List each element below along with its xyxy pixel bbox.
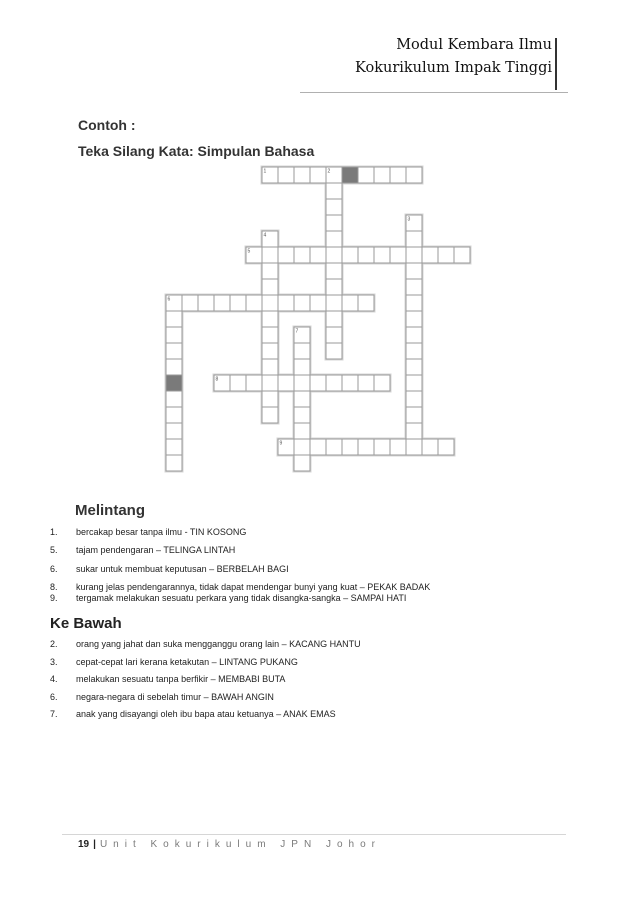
clue-text: cepat-cepat lari kerana ketakutan – LINTANG PUKANG [76,657,298,667]
clue-number-marker: 1 [263,168,267,175]
crossword-cell [326,199,342,215]
crossword-cell [262,375,278,391]
crossword-block-cell [166,375,182,391]
page-number: 19 [78,839,90,850]
crossword-block-cell [342,167,358,183]
crossword-cell [166,407,182,423]
across-clue-item [50,545,235,555]
crossword-cell [310,247,326,263]
crossword-cell [406,439,422,455]
crossword-cell [278,295,294,311]
crossword-cell [406,391,422,407]
crossword-cell [262,279,278,295]
crossword-cell [262,343,278,359]
down-clue-item [50,639,361,649]
crossword-cell [278,247,294,263]
crossword-cell [406,279,422,295]
clue-number-marker: 3 [407,216,411,223]
down-clue-item [50,657,298,667]
clue-number: 5. [50,545,58,555]
crossword-cell [438,247,454,263]
clue-text: tergamak melakukan sesuatu perkara yang tidak disangka-sangka – SAMPAI HATI [76,593,407,603]
crossword-cell [278,375,294,391]
crossword-cell [326,295,342,311]
crossword-cell [406,359,422,375]
crossword-cell [294,439,310,455]
crossword-cell [166,439,182,455]
crossword-cell [246,375,262,391]
clue-number-marker: 4 [263,232,267,239]
crossword-cell [406,247,422,263]
puzzle-title: Teka Silang Kata: Simpulan Bahasa [78,143,315,159]
crossword-cell [294,167,310,183]
clue-number: 3. [50,657,58,667]
crossword-cell [262,247,278,263]
crossword-cell [326,183,342,199]
crossword-cell [342,439,358,455]
header-title-line2: Kokurikulum Impak Tinggi [355,60,552,76]
header-title-line1: Modul Kembara Ilmu [396,37,552,53]
crossword-cell [310,295,326,311]
crossword-cell [326,247,342,263]
crossword-cell [342,247,358,263]
clue-number: 6. [50,692,58,702]
example-label: Contoh : [78,117,136,133]
crossword-cell [262,391,278,407]
crossword-cell [326,439,342,455]
clue-text: bercakap besar tanpa ilmu - TIN KOSONG [76,527,247,537]
clue-number: 8. [50,582,58,592]
crossword-cell [262,263,278,279]
down-heading: Ke Bawah [50,615,122,632]
crossword-cell [246,295,262,311]
clue-number-marker: 2 [327,168,331,175]
crossword-cell [230,295,246,311]
crossword-cell [406,343,422,359]
crossword-cell [262,327,278,343]
clue-text: negara-negara di sebelah timur – BAWAH ANGIN [76,692,274,702]
crossword-cell [374,247,390,263]
crossword-cell [406,407,422,423]
crossword-cell [390,247,406,263]
crossword-cell [422,439,438,455]
crossword-cell [294,455,310,471]
clue-text: orang yang jahat dan suka mengganggu orang lain – KACANG HANTU [76,639,361,649]
crossword-cell [406,311,422,327]
crossword-cell [406,423,422,439]
crossword-cell [358,295,374,311]
footer-separator: | [93,839,96,850]
crossword-cell [166,343,182,359]
crossword-cell [166,327,182,343]
crossword-cell [294,247,310,263]
crossword-cell [262,295,278,311]
crossword-cell [262,311,278,327]
crossword-cell [326,279,342,295]
clue-text: melakukan sesuatu tanpa berfikir – MEMBABI BUTA [76,674,286,684]
crossword-cell [406,263,422,279]
crossword-cell [198,295,214,311]
clue-number-marker: 7 [295,328,299,335]
across-clue-item [50,527,246,537]
crossword-cell [390,167,406,183]
clue-number: 4. [50,674,58,684]
across-heading: Melintang [75,502,145,519]
crossword-cell [230,375,246,391]
crossword-cell [294,375,310,391]
crossword-cell [278,167,294,183]
crossword-cell [310,439,326,455]
crossword-cell [438,439,454,455]
crossword-cell [358,375,374,391]
clue-number-marker: 5 [247,248,251,255]
clue-number: 2. [50,639,58,649]
crossword-cell [454,247,470,263]
crossword-cell [374,439,390,455]
crossword-cell [294,423,310,439]
crossword-cell [262,359,278,375]
clue-number: 9. [50,593,58,603]
clue-text: sukar untuk membuat keputusan – BERBELAH BAGI [76,564,289,574]
crossword-cell [406,167,422,183]
across-clue-item [50,593,406,603]
crossword-cell [326,327,342,343]
crossword-cell [182,295,198,311]
crossword-cell [358,247,374,263]
crossword-cell [326,343,342,359]
crossword-cell [406,231,422,247]
crossword-cell [214,295,230,311]
crossword-cell [326,375,342,391]
page-footer [78,839,381,850]
crossword-cell [358,167,374,183]
clue-number-marker: 9 [279,440,283,447]
clue-number-marker: 8 [215,376,219,383]
crossword-cell [294,407,310,423]
crossword-cell [326,215,342,231]
clue-text: tajam pendengaran – TELINGA LINTAH [76,545,236,555]
crossword-cell [422,247,438,263]
crossword-cell [342,375,358,391]
down-clue-item [50,692,274,702]
crossword-cell [406,375,422,391]
crossword-cell [166,391,182,407]
crossword-cell [166,455,182,471]
crossword-cell [294,391,310,407]
clue-text: kurang jelas pendengarannya, tidak dapat mendengar bunyi yang kuat – PEKAK BADAK [76,582,431,592]
crossword-cell [390,439,406,455]
crossword-cell [406,295,422,311]
crossword-cell [310,167,326,183]
crossword-cell [358,439,374,455]
down-clue-item [50,674,285,684]
crossword-cell [342,295,358,311]
crossword-cell [294,359,310,375]
crossword-cell [294,295,310,311]
down-clue-item [50,709,336,719]
clue-number: 6. [50,564,58,574]
across-clue-item [50,582,430,592]
crossword-cell [326,311,342,327]
crossword-cell [166,423,182,439]
crossword-cell [406,327,422,343]
clue-number-marker: 6 [167,296,171,303]
crossword-cell [326,231,342,247]
crossword-cell [294,343,310,359]
crossword-cell [262,407,278,423]
crossword-cell [374,167,390,183]
crossword-cell [166,359,182,375]
clue-number: 1. [50,527,58,537]
crossword-cell [326,263,342,279]
crossword-cell [310,375,326,391]
across-clue-item [50,564,289,574]
crossword-cell [166,311,182,327]
footer-rule [62,834,566,835]
footer-organization: Unit Kokurikulum JPN Johor [99,839,381,850]
clue-text: anak yang disayangi oleh ibu bapa atau ketuanya – ANAK EMAS [76,709,336,719]
crossword-cell [374,375,390,391]
clue-number: 7. [50,709,58,719]
